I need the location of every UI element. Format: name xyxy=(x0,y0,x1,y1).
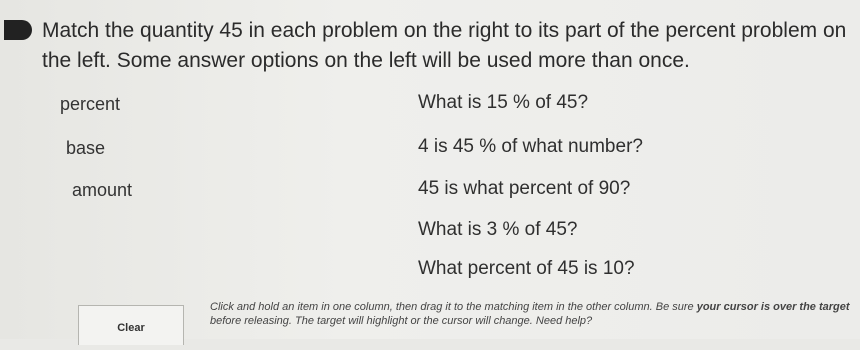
right-problem-3[interactable]: 45 is what percent of 90? xyxy=(418,178,631,199)
clear-button[interactable]: Clear xyxy=(78,305,184,345)
right-problem-1[interactable]: What is 15 % of 45? xyxy=(418,92,589,113)
right-problem-4[interactable]: What is 3 % of 45? xyxy=(418,219,578,240)
help-text-part2[interactable]: before releasing. The target will highlight or the cursor will change. Need help? xyxy=(210,315,593,327)
right-problem-5[interactable]: What percent of 45 is 10? xyxy=(418,258,635,279)
right-problem-2[interactable]: 4 is 45 % of what number? xyxy=(418,136,643,157)
left-option-base[interactable]: base xyxy=(66,138,106,158)
left-option-amount[interactable]: amount xyxy=(72,180,133,200)
drag-help-text xyxy=(210,300,850,328)
help-text-emphasis: your cursor is over the target xyxy=(696,301,850,313)
help-text-part1: Click and hold an item in one column, then drag it to the matching item in the other column. Be sure xyxy=(210,301,697,313)
instruction-text: Match the quantity 45 in each problem on the right to its part of the percent problem on the left. Some answer options on the left will be used more than once. xyxy=(42,19,847,72)
left-option-percent[interactable]: percent xyxy=(60,94,121,114)
question-number-badge xyxy=(4,20,32,40)
